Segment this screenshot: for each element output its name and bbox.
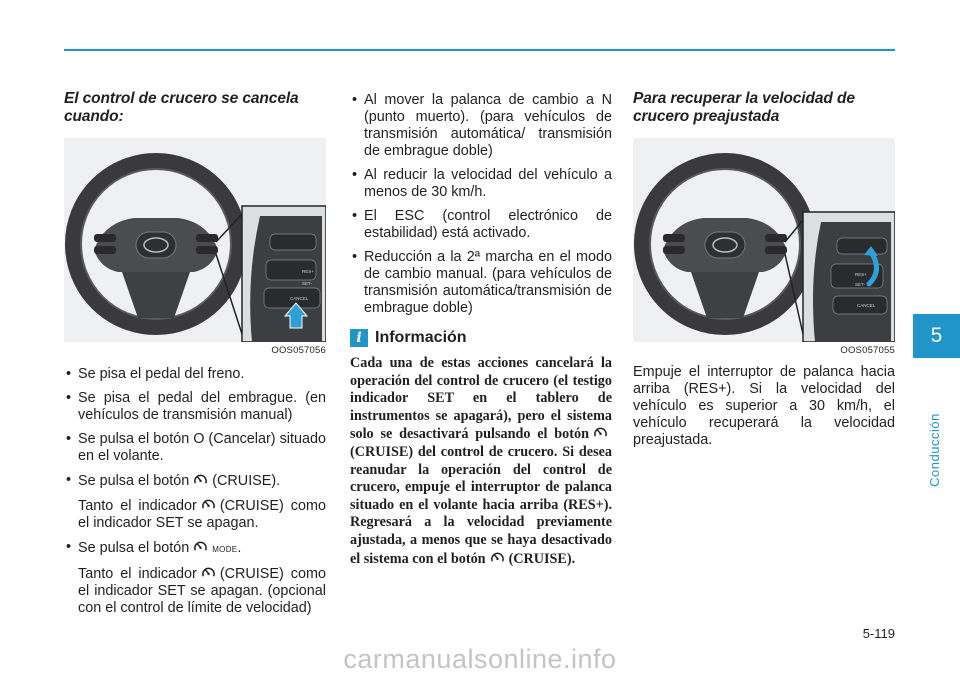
cancel-label: CANCEL: [290, 296, 309, 301]
list-item: • Se pulsa el botón (CRUISE). Tanto el indicador (CRUISE) como el indicador SET se apagan.: [64, 472, 326, 532]
section-heading-cancel: El control de crucero se cancela cuando:: [64, 90, 299, 125]
cruise-indicator-icon: [201, 497, 216, 512]
res-label: RES+: [855, 272, 867, 277]
res-label: RES+: [302, 269, 314, 274]
cruise-indicator-icon: [593, 425, 608, 440]
list-item: • Se pulsa el botón MODE. Tanto el indicador (CRUISE) como el indicador SET se apagan. (opcional con el control de límite de velocidad): [64, 539, 326, 617]
set-label: SET-: [302, 281, 313, 286]
list-item: • Al reducir la velocidad del vehículo a menos de 30 km/h.: [350, 167, 612, 201]
info-icon: i: [350, 329, 368, 347]
column-2: [350, 90, 612, 568]
top-rule: [64, 49, 895, 51]
set-label: SET-: [855, 282, 866, 287]
steering-wheel-illustration: [633, 138, 895, 342]
figure-caption: OOS057056: [271, 345, 326, 356]
list-item: • Se pisa el pedal del embrague. (en vehículos de transmisión manual): [64, 390, 326, 424]
info-body: Cada una de estas acciones cancelará la operación del control de crucero (el testigo indicador SET en el tablero de instrumentos se apagará), pero el sistema solo se desactivará pulsando el botón(CRUISE) del control de crucero. Si desea reanudar la operación del control de crucero, empuje el interruptor de palanca situado en el volante hacia arriba (RES+). Regresará a la velocidad previamente ajustada, a menos que se haya desactivado el sistema con el botón (CRUISE).: [350, 355, 612, 567]
resume-paragraph: Empuje el interruptor de palanca hacia arriba (RES+). Si la velocidad del vehículo es superior a 30 km/h, el vehículo recuperará la velocidad preajustada.: [633, 364, 895, 448]
chapter-label: Conducción: [926, 413, 942, 487]
page-number: 5-119: [862, 626, 895, 641]
section-heading-resume: Para recuperar la velocidad de crucero preajustada: [633, 90, 855, 125]
list-item: • El ESC (control electrónico de estabilidad) está activado.: [350, 208, 612, 242]
cruise-indicator-icon: [201, 565, 216, 580]
figure-resume-switch: [633, 138, 895, 342]
cruise-indicator-icon: [193, 539, 208, 554]
column-3: [633, 90, 895, 463]
list-item-note: Tanto el indicador (CRUISE) como el indicador SET se apagan.: [78, 498, 326, 531]
list-item-note: Tanto el indicador (CRUISE) como el indicador SET se apagan. (opcional con el control de límite de velocidad): [78, 566, 326, 616]
cruise-indicator-icon: [193, 472, 208, 487]
info-title: Información: [375, 329, 467, 346]
mode-label: MODE: [212, 545, 238, 554]
list-item: • Reducción a la 2ª marcha en el modo de cambio manual. (para vehículos de transmisión automática/transmisión de embrague doble): [350, 249, 612, 317]
cancel-label: CANCEL: [857, 303, 876, 308]
watermark: carmanualsonline.info: [343, 644, 617, 674]
figure-cancel-button: [64, 138, 326, 342]
list-item: • Se pulsa el botón O (Cancelar) situado en el volante.: [64, 431, 326, 465]
cruise-indicator-icon: [490, 550, 505, 565]
steering-wheel-illustration: [64, 138, 326, 342]
list-item: • Se pisa el pedal del freno.: [64, 366, 326, 383]
cancel-conditions-list-continued: [350, 92, 612, 317]
info-header: [350, 329, 612, 347]
list-item: • Al mover la palanca de cambio a N (punto muerto). (para vehículos de transmisión automática/ transmisión de embrague doble): [350, 92, 612, 160]
chapter-number-tab: 5: [913, 314, 960, 358]
figure-caption: OOS057055: [840, 345, 895, 356]
cancel-conditions-list: [64, 366, 326, 617]
column-1: [64, 90, 326, 624]
